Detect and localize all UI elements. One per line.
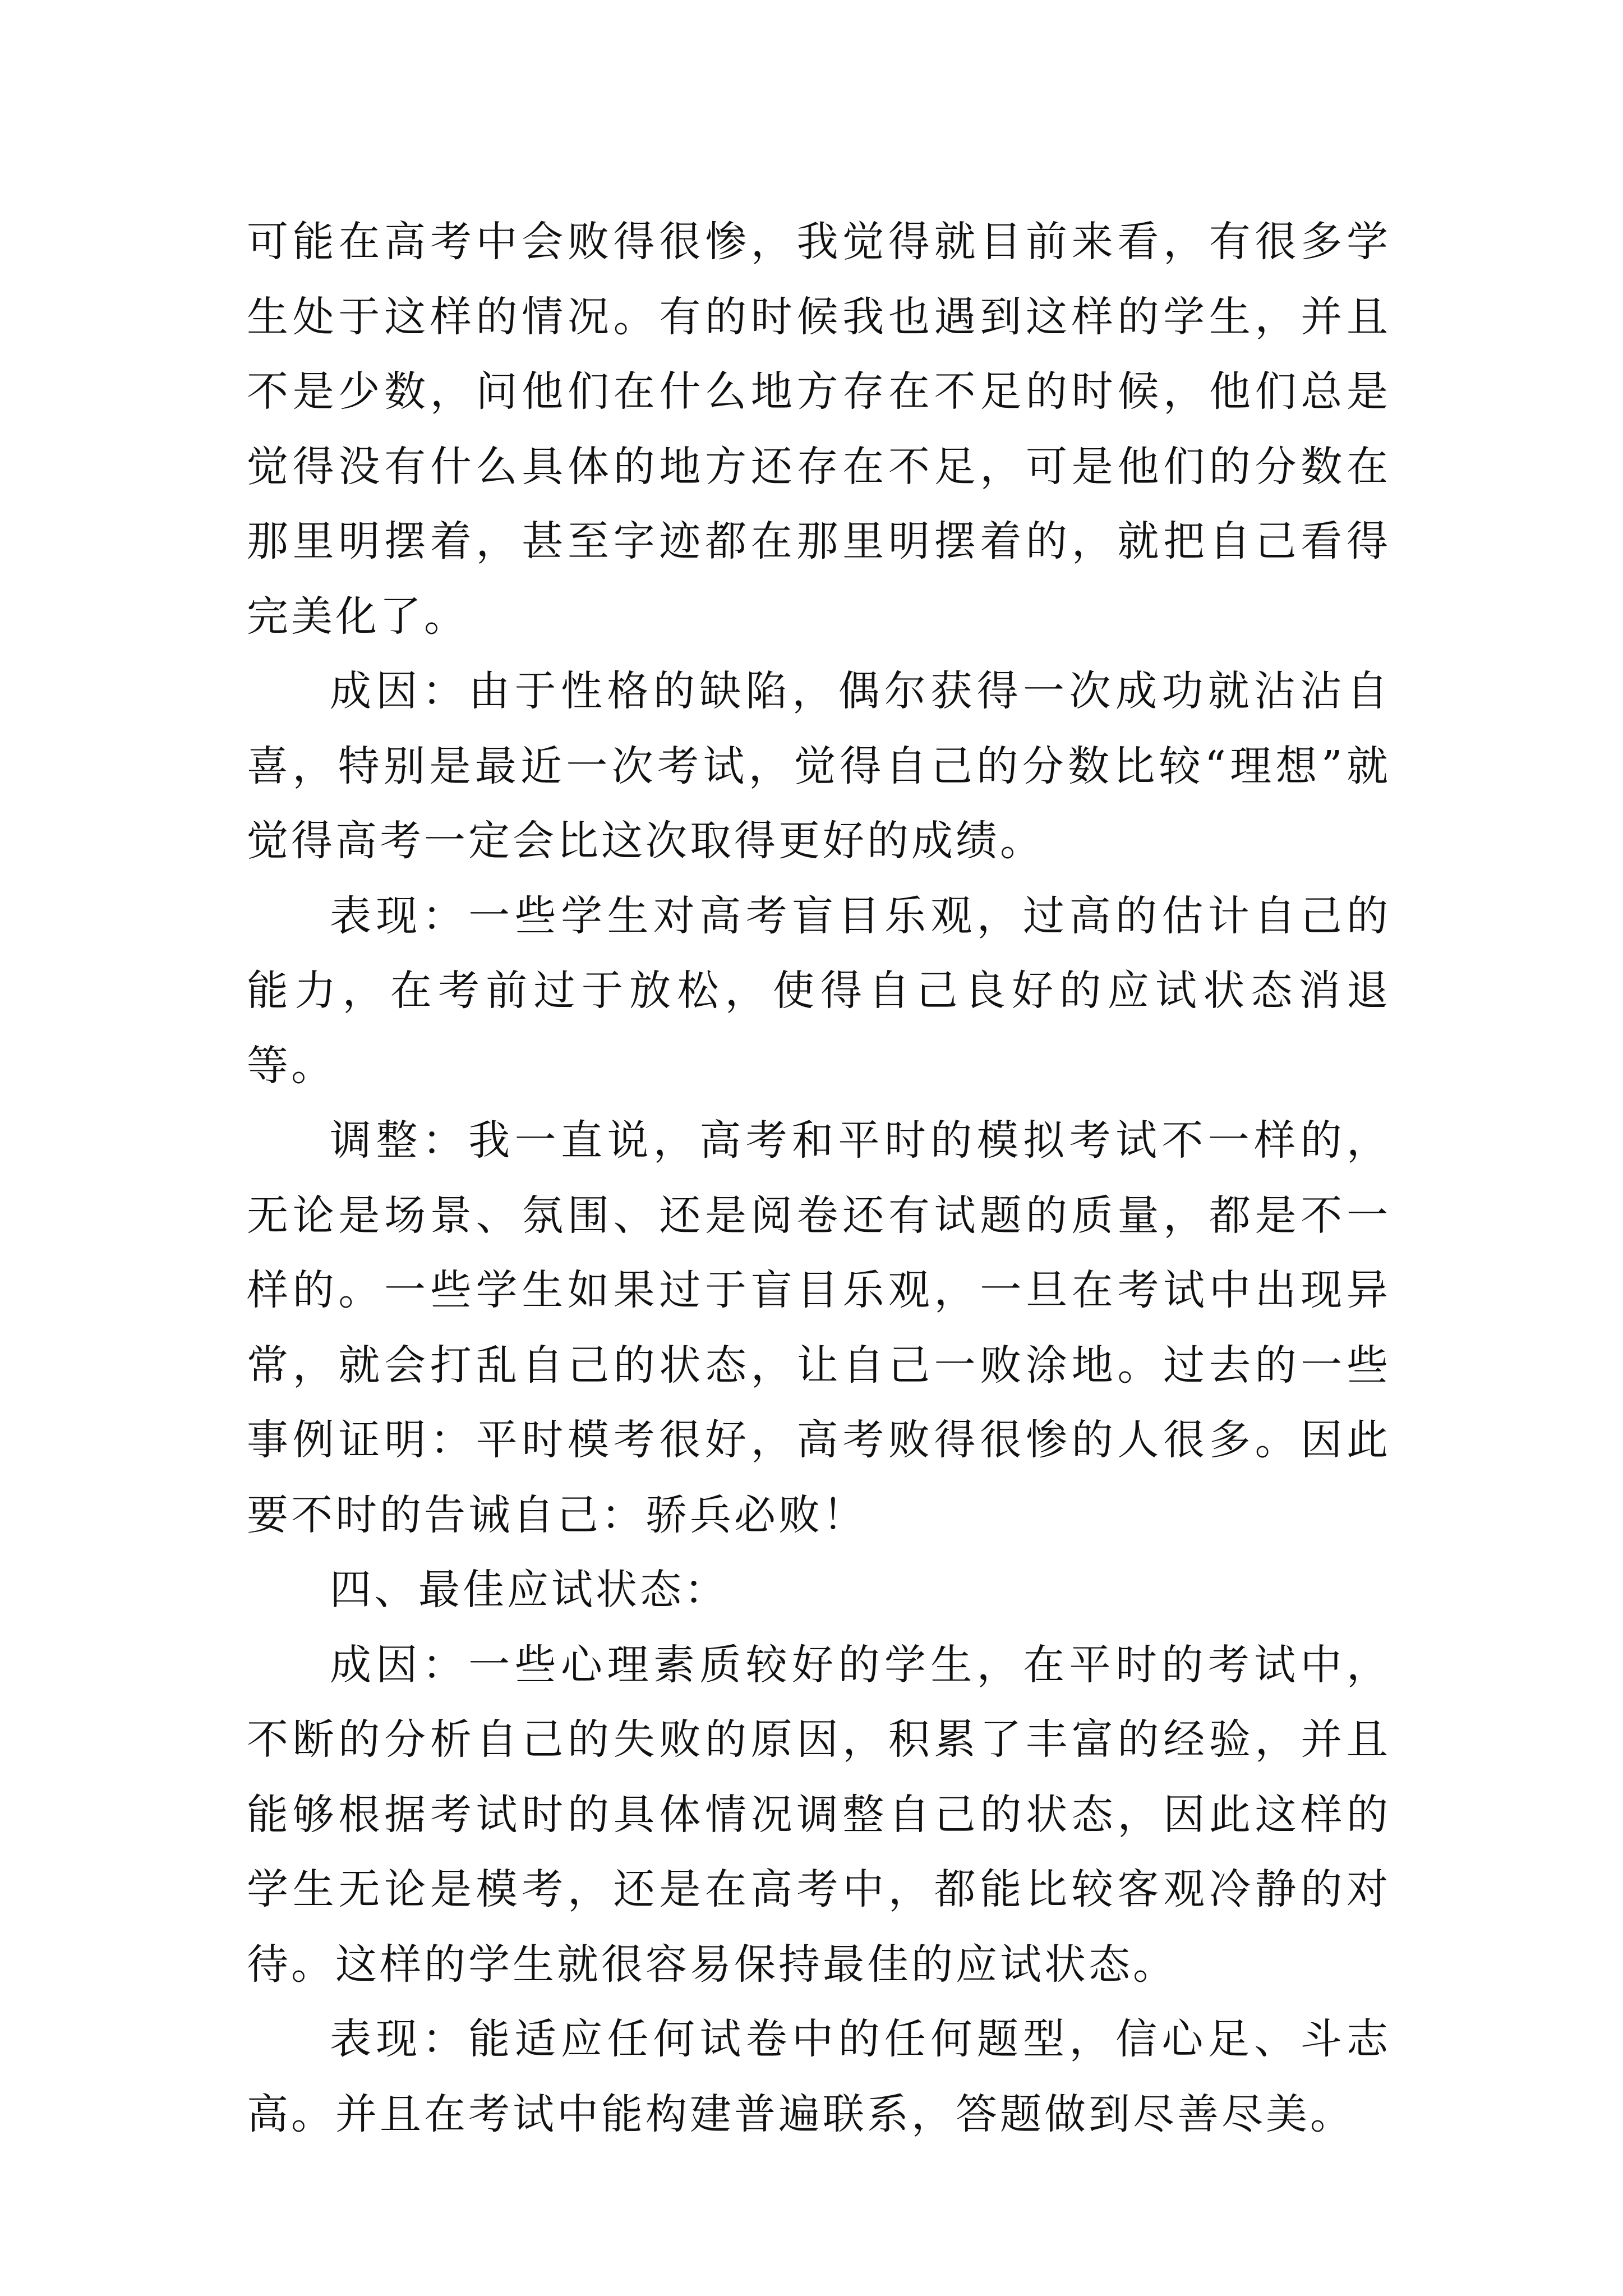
document-body bbox=[247, 205, 1391, 2152]
paragraph-best-state-cause: 成因：一些心理素质较好的学生，在平时的考试中，不断的分析自己的失败的原因，积累了丰富的经验，并且能够根据考试时的具体情况调整自己的状态，因此这样的学生无论是模考，还是在高考中，都能比较客观冷静的对待。这样的学生就很容易保持最佳的应试状态。 bbox=[247, 1640, 1391, 1989]
paragraph-manifestation: 表现：一些学生对高考盲目乐观，过高的估计自己的能力，在考前过于放松，使得自己良好的应试状态消退等。 bbox=[247, 891, 1391, 1090]
paragraph-continuation: 可能在高考中会败得很惨，我觉得就目前来看，有很多学生处于这样的情况。有的时候我也遇到这样的学生，并且不是少数，问他们在什么地方存在不足的时候，他们总是觉得没有什么具体的地方还存在不足，可是他们的分数在那里明摆着，甚至字迹都在那里明摆着的，就把自己看得完美化了。 bbox=[247, 218, 1391, 641]
paragraph-cause: 成因：由于性格的缺陷，偶尔获得一次成功就沾沾自喜，特别是最近一次考试，觉得自己的分数比较“理想”就觉得高考一定会比这次取得更好的成绩。 bbox=[247, 667, 1391, 865]
section-heading-best-state: 四、最佳应试状态： bbox=[330, 1566, 728, 1614]
paragraph-best-state-manifestation: 表现：能适应任何试卷中的任何题型，信心足、斗志高。并且在考试中能构建普遍联系，答题做到尽善尽美。 bbox=[247, 2015, 1391, 2138]
paragraph-adjustment: 调整：我一直说，高考和平时的模拟考试不一样的，无论是场景、氛围、还是阅卷还有试题的质量，都是不一样的。一些学生如果过于盲目乐观，一旦在考试中出现异常，就会打乱自己的状态，让自己一败涂地。过去的一些事例证明：平时模考很好，高考败得很惨的人很多。因此要不时的告诫自己：骄兵必败！ bbox=[247, 1116, 1391, 1539]
